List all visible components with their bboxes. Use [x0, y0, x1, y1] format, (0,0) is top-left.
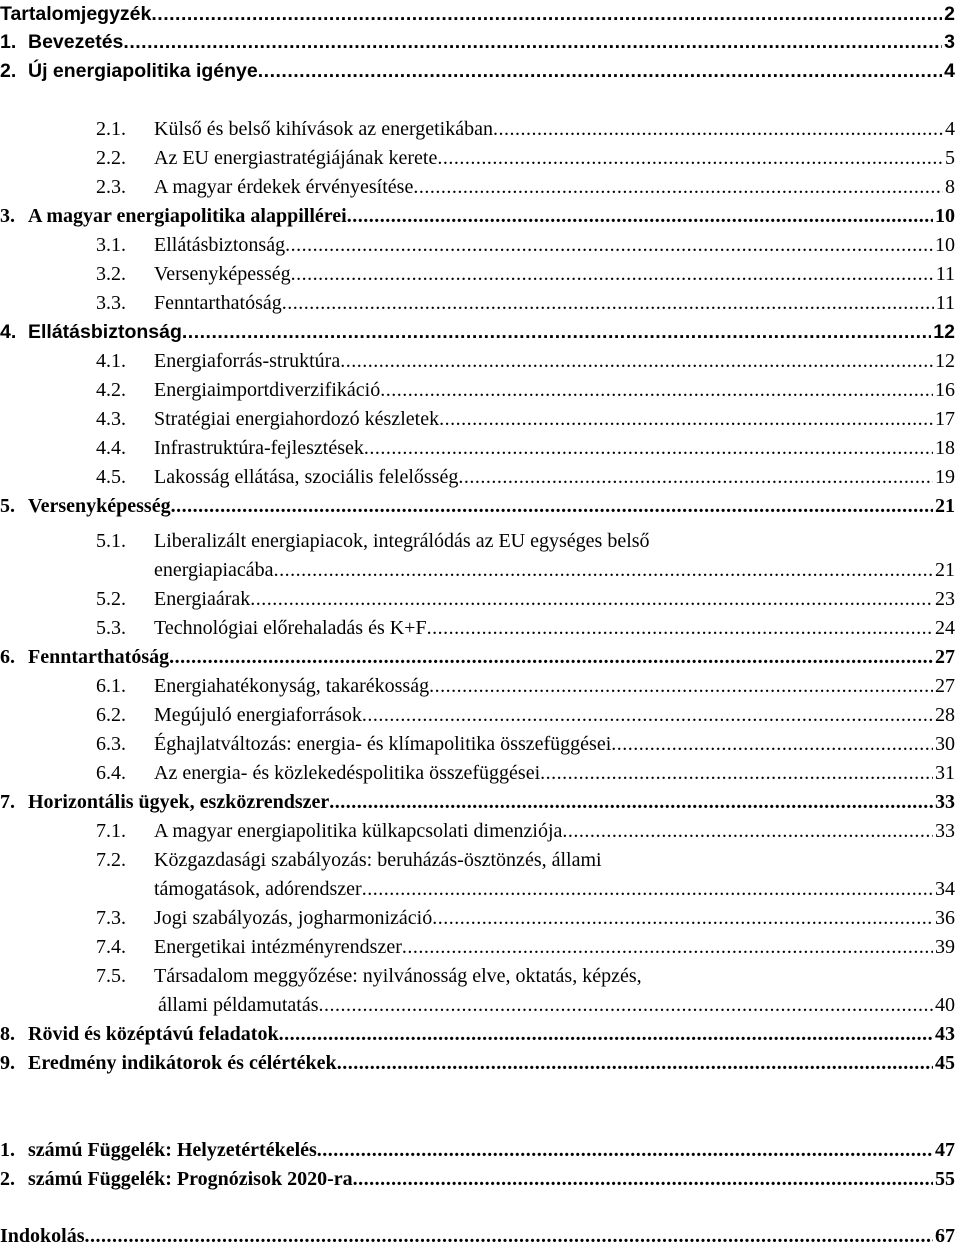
toc-entry-7-5[interactable] — [0, 991, 955, 1019]
toc-entry-number: 4.2. — [96, 379, 126, 401]
toc-entry-appendix-1[interactable] — [0, 1136, 955, 1164]
dot-leader — [432, 904, 933, 932]
toc-page-number: 8 — [945, 176, 955, 198]
dot-leader — [274, 556, 933, 584]
toc-entry-title: A magyar energiapolitika alappillérei — [28, 205, 347, 227]
toc-page-number: 3 — [944, 31, 955, 53]
toc-page-number: 18 — [935, 437, 955, 459]
toc-entry-number: 5.2. — [96, 588, 126, 610]
dot-leader — [182, 318, 931, 346]
toc-entry-4-3[interactable] — [0, 405, 955, 433]
toc-page-number: 23 — [935, 588, 955, 610]
toc-entry-number: 2. — [0, 1168, 15, 1190]
dot-leader — [362, 875, 933, 903]
toc-entry-title: Az EU energiastratégiájának kerete — [154, 147, 438, 169]
toc-page-number: 4 — [944, 60, 955, 82]
toc-entry-number: 7.4. — [96, 936, 126, 958]
toc-page-number: 16 — [935, 379, 955, 401]
toc-entry-1[interactable] — [0, 28, 955, 56]
toc-entry-number: 4.1. — [96, 350, 126, 372]
toc-entry-number: 6.2. — [96, 704, 126, 726]
toc-entry-title: Tartalomjegyzék — [0, 3, 152, 25]
dot-leader — [437, 144, 943, 172]
toc-entry-4-4[interactable] — [0, 434, 955, 462]
dot-leader — [413, 173, 943, 201]
toc-page-number: 55 — [935, 1168, 955, 1190]
toc-entry-title: Versenyképesség — [28, 495, 171, 517]
toc-page-number: 39 — [935, 936, 955, 958]
toc-page-number: 40 — [935, 994, 955, 1016]
toc-entry-title: Energetikai intézményrendszer — [154, 936, 402, 958]
dot-leader — [362, 701, 933, 729]
toc-entry-title: Versenyképesség — [154, 263, 291, 285]
toc-entry-title: számú Függelék: Helyzetértékelés — [28, 1139, 317, 1161]
toc-entry-number: 4.5. — [96, 466, 126, 488]
toc-page-number: 33 — [935, 820, 955, 842]
toc-page-number: 11 — [935, 292, 955, 314]
dot-leader — [562, 817, 933, 845]
toc-entry-5-2[interactable] — [0, 585, 955, 613]
toc-entry-number: 6.4. — [96, 762, 126, 784]
toc-page-number: 34 — [935, 878, 955, 900]
toc-entry-number: 5.1. — [96, 530, 126, 552]
toc-entry-title-continuation: támogatások, adórendszer — [154, 878, 362, 900]
toc-entry-title: Eredmény indikátorok és célértékek — [28, 1052, 337, 1074]
toc-entry-4[interactable] — [0, 318, 955, 346]
toc-entry-title: Fenntarthatóság — [154, 292, 282, 314]
toc-entry-title-first-line: Közgazdasági szabályozás: beruházás-ösztönzés, állami — [154, 849, 602, 871]
dot-leader — [540, 759, 933, 787]
toc-entry-title-continuation: energiapiacába — [154, 559, 274, 581]
toc-entry-title: A magyar energiapolitika külkapcsolati dimenziója — [154, 820, 563, 842]
toc-entry-title: Éghajlatváltozás: energia- és klímapolitika összefüggései — [154, 733, 612, 755]
dot-leader — [171, 492, 933, 520]
toc-entry-6-1[interactable] — [0, 672, 955, 700]
dot-leader — [329, 788, 933, 816]
toc-entry-2-2[interactable] — [0, 144, 955, 172]
toc-page-number: 27 — [935, 646, 955, 668]
toc-page-number: 30 — [935, 733, 955, 755]
dot-leader — [169, 643, 933, 671]
toc-entry-5[interactable] — [0, 492, 955, 520]
dot-leader — [250, 585, 933, 613]
dot-leader — [493, 115, 943, 143]
dot-leader — [611, 730, 933, 758]
toc-entry-5-3[interactable] — [0, 614, 955, 642]
toc-page-number: 19 — [935, 466, 955, 488]
toc-entry-number: 3.3. — [96, 292, 126, 314]
toc-page-number: 12 — [935, 350, 955, 372]
toc-entry-title: Energiahatékonyság, takarékosság — [154, 675, 430, 697]
toc-page-number: 28 — [935, 704, 955, 726]
toc-entry-title: Lakosság ellátása, szociális felelősség — [154, 466, 459, 488]
toc-entry-title: Energiaárak — [154, 588, 251, 610]
toc-entry-number: 3.1. — [96, 234, 126, 256]
toc-entry-title: A magyar érdekek érvényesítése — [154, 176, 414, 198]
toc-entry-number: 5. — [0, 495, 15, 517]
toc-entry-title: Rövid és középtávú feladatok — [28, 1023, 279, 1045]
toc-entry-7-4[interactable] — [0, 933, 955, 961]
toc-page-number: 31 — [935, 762, 955, 784]
toc-page-number: 10 — [935, 205, 955, 227]
toc-entry-title-first-line: Liberalizált energiapiacok, integrálódás az EU egységes belső — [154, 530, 650, 552]
toc-entry-contents[interactable] — [0, 0, 955, 28]
toc-entry-title: számú Függelék: Prognózisok 2020-ra — [28, 1168, 353, 1190]
toc-entry-number: 4. — [0, 321, 17, 343]
toc-entry-number: 8. — [0, 1023, 15, 1045]
toc-page-number: 2 — [944, 3, 955, 25]
toc-entry-number: 7.2. — [96, 849, 126, 871]
toc-entry-number: 3. — [0, 205, 15, 227]
toc-entry-title: Jogi szabályozás, jogharmonizáció — [154, 907, 433, 929]
dot-leader — [282, 289, 934, 317]
toc-entry-number: 1. — [0, 31, 17, 53]
toc-entry-title: Infrastruktúra-fejlesztések — [154, 437, 364, 459]
toc-entry-2-3[interactable] — [0, 173, 955, 201]
toc-entry-title: Energiaimportdiverzifikáció — [154, 379, 381, 401]
toc-page-number: 21 — [935, 559, 955, 581]
toc-entry-4-5[interactable] — [0, 463, 955, 491]
toc-entry-title: Energiaforrás-struktúra — [154, 350, 341, 372]
dot-leader — [279, 1020, 933, 1048]
toc-entry-number: 6. — [0, 646, 15, 668]
toc-page-number: 36 — [935, 907, 955, 929]
dot-leader — [402, 933, 933, 961]
toc-page-number: 5 — [945, 147, 955, 169]
toc-entry-title-first-line: Társadalom meggyőzése: nyilvánosság elve, oktatás, képzés, — [154, 965, 642, 987]
dot-leader — [317, 1136, 933, 1164]
toc-page-number: 43 — [935, 1023, 955, 1045]
toc-entry-number: 2.2. — [96, 147, 126, 169]
toc-entry-number: 3.2. — [96, 263, 126, 285]
toc-entry-number: 4.4. — [96, 437, 126, 459]
toc-entry-title: Technológiai előrehaladás és K+F — [154, 617, 427, 639]
dot-leader — [337, 1049, 933, 1077]
toc-entry-3-2[interactable] — [0, 260, 955, 288]
toc-entry-number: 7.1. — [96, 820, 126, 842]
toc-entry-title: Bevezetés — [28, 31, 124, 53]
toc-entry-title: Stratégiai energiahordozó készletek — [154, 408, 440, 430]
toc-page-number: 4 — [945, 118, 955, 140]
toc-entry-number: 1. — [0, 1139, 15, 1161]
dot-leader — [458, 463, 933, 491]
toc-entry-4-2[interactable] — [0, 376, 955, 404]
toc-entry-6-4[interactable] — [0, 759, 955, 787]
toc-entry-title: Fenntarthatóság — [28, 646, 170, 668]
toc-entry-number: 7.3. — [96, 907, 126, 929]
toc-entry-3[interactable] — [0, 202, 955, 230]
toc-page-number: 27 — [935, 675, 955, 697]
toc-entry-title: Ellátásbiztonság — [154, 234, 286, 256]
dot-leader — [85, 1222, 934, 1250]
toc-page-number: 47 — [935, 1139, 955, 1161]
dot-leader — [347, 202, 933, 230]
dot-leader — [291, 260, 934, 288]
toc-entry-number: 2.1. — [96, 118, 126, 140]
toc-page-number: 12 — [933, 321, 955, 343]
toc-entry-7-2[interactable] — [0, 875, 955, 903]
toc-entry-number: 2. — [0, 60, 17, 82]
dot-leader — [439, 405, 933, 433]
toc-entry-number: 9. — [0, 1052, 15, 1074]
toc-entry-title-continuation: állami példamutatás — [158, 994, 319, 1016]
toc-entry-7-3[interactable] — [0, 904, 955, 932]
toc-entry-number: 2.3. — [96, 176, 126, 198]
toc-entry-5-1[interactable] — [0, 556, 955, 584]
toc-entry-appendix-2[interactable] — [0, 1165, 955, 1193]
toc-entry-number: 4.3. — [96, 408, 126, 430]
toc-entry-6-3[interactable] — [0, 730, 955, 758]
dot-leader — [429, 672, 933, 700]
toc-entry-2-1[interactable] — [0, 115, 955, 143]
toc-entry-7[interactable] — [0, 788, 955, 816]
dot-leader — [123, 28, 942, 56]
toc-entry-6[interactable] — [0, 643, 955, 671]
toc-entry-9[interactable] — [0, 1049, 955, 1077]
toc-page-number: 67 — [935, 1225, 955, 1247]
dot-leader — [285, 231, 933, 259]
toc-page-number: 45 — [935, 1052, 955, 1074]
toc-page-number: 24 — [935, 617, 955, 639]
toc-entry-number: 5.3. — [96, 617, 126, 639]
toc-entry-7-1[interactable] — [0, 817, 955, 845]
toc-entry-4-1[interactable] — [0, 347, 955, 375]
toc-entry-title: Új energiapolitika igénye — [28, 60, 258, 82]
dot-leader — [364, 434, 933, 462]
toc-entry-title: Ellátásbiztonság — [28, 321, 182, 343]
dot-leader — [380, 376, 933, 404]
dot-leader — [258, 57, 942, 85]
toc-page-number: 17 — [935, 408, 955, 430]
toc-page-number: 11 — [935, 263, 955, 285]
toc-entry-8[interactable] — [0, 1020, 955, 1048]
dot-leader — [151, 0, 942, 28]
dot-leader — [340, 347, 933, 375]
toc-entry-6-2[interactable] — [0, 701, 955, 729]
toc-entry-title: Megújuló energiaforrások — [154, 704, 362, 726]
toc-page-number: 21 — [935, 495, 955, 517]
dot-leader — [427, 614, 933, 642]
toc-entry-3-3[interactable] — [0, 289, 955, 317]
toc-entry-title: Külső és belső kihívások az energetikában — [154, 118, 493, 140]
toc-entry-3-1[interactable] — [0, 231, 955, 259]
toc-entry-number: 7. — [0, 791, 15, 813]
toc-entry-number: 6.1. — [96, 675, 126, 697]
dot-leader — [319, 991, 934, 1019]
toc-entry-2[interactable] — [0, 57, 955, 85]
toc-page-number: 10 — [935, 234, 955, 256]
toc-entry-number: 7.5. — [96, 965, 126, 987]
toc-entry-title: Az energia- és közlekedéspolitika összefüggései — [154, 762, 541, 784]
toc-entry-number: 6.3. — [96, 733, 126, 755]
toc-entry-title: Indokolás — [0, 1225, 85, 1247]
toc-entry-title: Horizontális ügyek, eszközrendszer — [28, 791, 330, 813]
toc-page-number: 33 — [935, 791, 955, 813]
dot-leader — [353, 1165, 933, 1193]
toc-entry-justification[interactable] — [0, 1222, 955, 1250]
